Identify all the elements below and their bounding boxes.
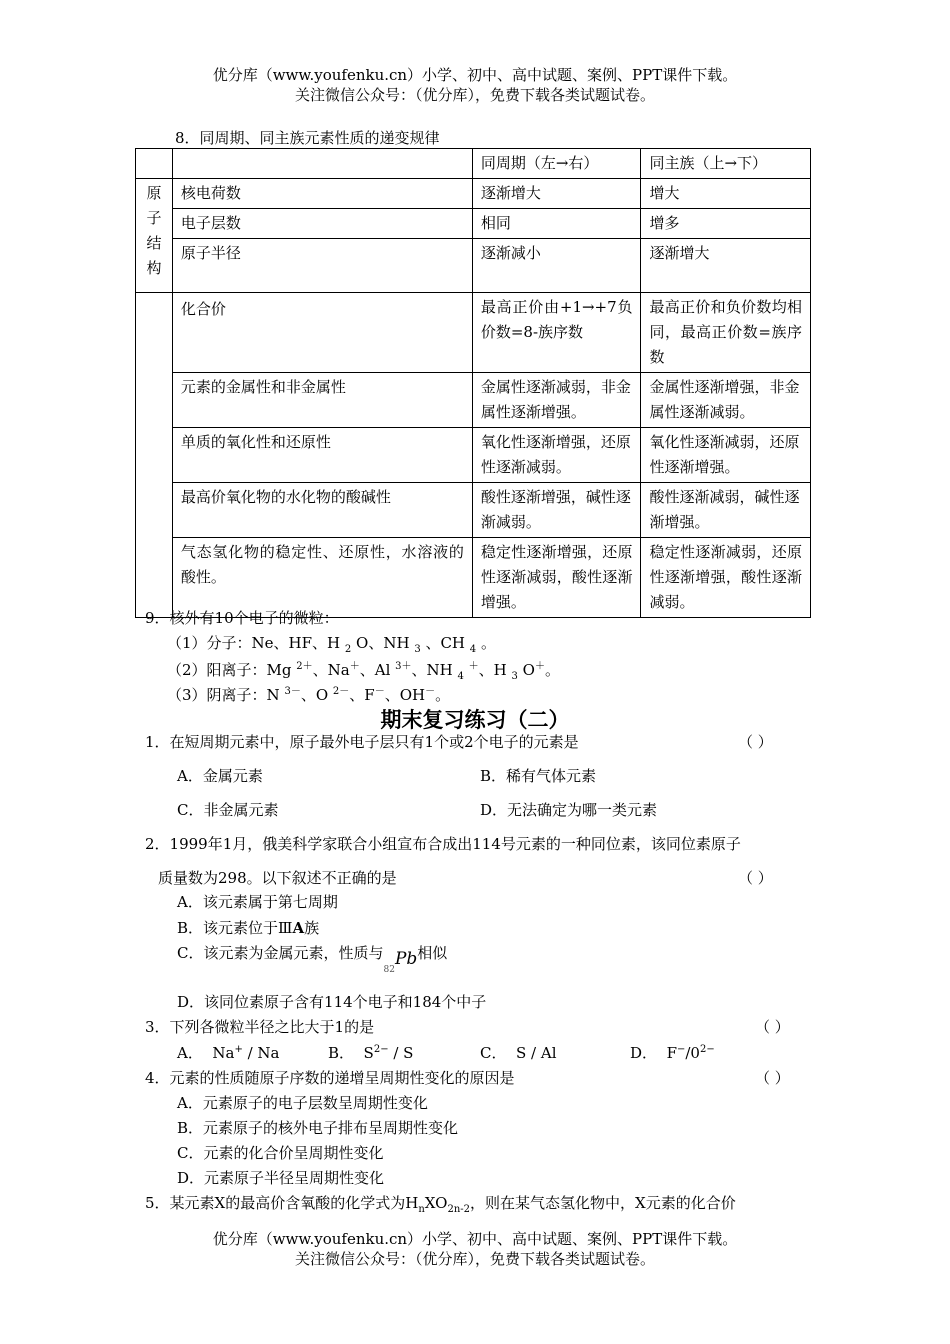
period-trend-cell: 相同 [472,209,641,239]
property-cell: 气态氢化物的稳定性、还原性，水溶液的酸性。 [172,538,472,618]
q2-option-b: B．该元素位于ⅢA族 [177,919,320,937]
table-row [136,209,811,239]
q4-option-c: C．元素的化合价呈周期性变化 [177,1144,384,1162]
period-trend-cell: 酸性逐渐增强，碱性逐渐减弱。 [472,483,641,538]
table-corner-cell [136,149,173,179]
periodic-trends-table [135,148,811,618]
pb-atomic-number: 82 [383,965,395,975]
footer-line-1: 优分库（www.youfenku.cn）小学、初中、高中试题、案例、PPT课件下载。 [212,1230,738,1248]
col-header-period: 同周期（左→右） [472,149,641,179]
group-trend-cell: 金属性逐渐增强，非金属性逐渐减弱。 [641,373,811,428]
practice-title: 期末复习练习（二） [380,708,570,732]
table-row [136,538,811,618]
q2-stem-line-1: 2．1999年1月，俄美科学家联合小组宣布合成出114号元素的一种同位素，该同位素原子 [145,835,741,853]
q1-option-c: C．非金属元素 [177,801,279,819]
q5-stem: 5．某元素X的最高价含氧酸的化学式为$H_nXO_{2n-2}$，则在某气态氢化物中，X元素的化合价 [145,1194,736,1215]
property-cell: 单质的氧化性和还原性 [172,428,472,483]
q1-option-b: B．稀有气体元素 [480,767,597,785]
section-9-title: 9．核外有10个电子的微粒： [145,609,339,627]
q2-answer-paren: （ ） [738,869,773,887]
header-line-2: 关注微信公众号：（优分库），免费下载各类试题试卷。 [294,86,655,104]
footer-line-2: 关注微信公众号：（优分库），免费下载各类试题试卷。 [294,1250,655,1268]
q1-stem: 1．在短周期元素中，原子最外电子层只有1个或2个电子的元素是 [145,733,579,751]
group-trend-cell: 酸性逐渐减弱，碱性逐渐增强。 [641,483,811,538]
q3-option-d: D． $F^-/0^{2-}$ [630,1044,715,1062]
period-trend-cell: 最高正价由+1→+7负价数=8-族序数 [472,293,641,373]
property-cell: 电子层数 [172,209,472,239]
period-trend-cell: 逐渐增大 [472,179,641,209]
period-trend-cell: 氧化性逐渐增强，还原性逐渐减弱。 [472,428,641,483]
col-header-group: 同主族（上→下） [641,149,811,179]
group-trend-cell: 最高正价和负价数均相同，最高正价数=族序数 [641,293,811,373]
q3-option-a: A． Na+ / Na [177,1044,280,1062]
period-trend-cell: 稳定性逐渐增强，还原性逐渐减弱，酸性逐渐增强。 [472,538,641,618]
group-trend-cell: 增多 [641,209,811,239]
q3-answer-paren: （ ） [755,1018,790,1036]
property-cell: 最高价氧化物的水化物的酸碱性 [172,483,472,538]
q2-stem-line-2: 质量数为298。以下叙述不正确的是 [158,869,397,887]
q1-option-d: D．无法确定为哪一类元素 [480,801,658,819]
q4-option-a: A．元素原子的电子层数呈周期性变化 [177,1094,428,1112]
table-row [136,428,811,483]
q4-option-b: B．元素原子的核外电子排布呈周期性变化 [177,1119,459,1137]
table-row [136,483,811,538]
group-trend-cell: 稳定性逐渐减弱，还原性逐渐增强，酸性逐渐减弱。 [641,538,811,618]
header-line-1: 优分库（www.youfenku.cn）小学、初中、高中试题、案例、PPT课件下载。 [212,66,738,84]
q4-stem: 4．元素的性质随原子序数的递增呈周期性变化的原因是 [145,1069,515,1087]
q2-option-a: A．该元素属于第七周期 [177,893,338,911]
table-row [136,239,811,293]
table-header-row [136,149,811,179]
atomic-structure-label: 原 子 结 构 [136,179,173,293]
property-cell: 化合价 [172,293,472,373]
property-cell: 元素的金属性和非金属性 [172,373,472,428]
period-trend-cell: 逐渐减小 [472,239,641,293]
q4-answer-paren: （ ） [755,1069,790,1087]
group-trend-cell: 增大 [641,179,811,209]
table-row [136,373,811,428]
anions-line: （3）阴离子：N $^{3-}$、O $^{2-}$、F－、OH－。 [167,686,451,704]
pb-symbol: Pb [394,949,418,969]
property-cell: 核电荷数 [172,179,472,209]
molecules-line: （1）分子：Ne、HF、H $_2$ O、NH $_3$ 、CH $_4$ 。 [167,634,496,655]
q3-option-c: C． S / Al [480,1044,557,1062]
period-trend-cell: 金属性逐渐减弱，非金属性逐渐增强。 [472,373,641,428]
cations-line: （2）阳离子：Mg $^{2+}$、Na＋、Al $^{3+}$、NH $_4$ ＋、H $_3$ O＋。 [167,661,560,682]
group-trend-cell: 逐渐增大 [641,239,811,293]
table-corner-cell [172,149,472,179]
q2-option-c: C．该元素为金属元素，性质与$_{82}$Pb相似 [177,944,448,975]
properties-blank-cell [136,293,173,618]
q3-option-b: B． $S^{2-}$ / S [328,1044,414,1062]
table-row [136,293,811,373]
property-cell: 原子半径 [172,239,472,293]
q1-option-a: A．金属元素 [177,767,263,785]
q1-answer-paren: （ ） [738,733,773,751]
section-8-title: 8．同周期、同主族元素性质的递变规律 [175,129,440,147]
q4-option-d: D．元素原子半径呈周期性变化 [177,1169,385,1187]
q3-stem: 3．下列各微粒半径之比大于1的是 [145,1018,375,1036]
group-trend-cell: 氧化性逐渐减弱，还原性逐渐增强。 [641,428,811,483]
q2-option-d: D．该同位素原子含有114个电子和184个中子 [177,993,487,1011]
table-row [136,179,811,209]
